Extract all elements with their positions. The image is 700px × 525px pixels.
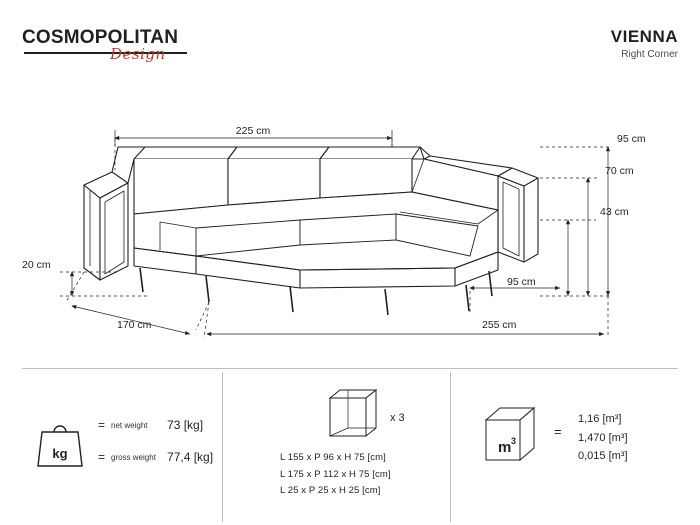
net-weight-label: net weight bbox=[111, 420, 148, 430]
model-variant: Right Corner bbox=[621, 48, 678, 60]
model-name: VIENNA bbox=[610, 27, 678, 46]
dim-label-170: 170 cm bbox=[117, 319, 152, 331]
carton-box-icon bbox=[322, 384, 384, 447]
equals-sign: = bbox=[98, 418, 106, 432]
dim-label-95-height: 95 cm bbox=[617, 133, 646, 145]
svg-text:3: 3 bbox=[511, 436, 517, 446]
dim-label-255: 255 cm bbox=[482, 319, 517, 331]
cubic-meter-icon bbox=[476, 396, 544, 473]
package-line-1: L 155 x P 96 x H 75 [cm] bbox=[280, 452, 386, 463]
brand-name: COSMOPOLITAN bbox=[22, 27, 179, 48]
volume-line-1: 1,16 [m³] bbox=[578, 413, 622, 425]
package-line-3: L 25 x P 25 x H 25 [cm] bbox=[280, 485, 381, 497]
panel-divider-2 bbox=[450, 372, 451, 522]
equals-sign: = bbox=[554, 424, 562, 439]
gross-weight-row bbox=[92, 450, 213, 464]
package-count: x 3 bbox=[390, 412, 405, 424]
dim-label-43: 43 cm bbox=[600, 206, 629, 218]
svg-text:m: m bbox=[498, 439, 512, 456]
dim-label-225: 225 cm bbox=[235, 125, 271, 137]
dimension-drawing bbox=[0, 90, 700, 360]
package-line-2: L 175 x P 112 x H 75 [cm] bbox=[280, 468, 391, 480]
brand-logo bbox=[22, 27, 252, 63]
dim-label-70: 70 cm bbox=[605, 165, 634, 177]
volume-line-2: 1,470 [m³] bbox=[578, 431, 628, 444]
weights-panel bbox=[22, 368, 222, 525]
dim-label-95-depth: 95 cm bbox=[507, 276, 536, 288]
weight-kg-icon bbox=[36, 416, 84, 473]
volume-line-3: 0,015 [m³] bbox=[578, 450, 628, 463]
equals-sign: = bbox=[98, 450, 106, 464]
model-title-block bbox=[611, 28, 678, 60]
net-weight-row bbox=[92, 418, 203, 432]
net-weight-value: 73 [kg] bbox=[167, 418, 204, 432]
gross-weight-label: gross weight bbox=[111, 452, 156, 462]
dim-label-20: 20 cm bbox=[22, 259, 51, 271]
svg-text:kg: kg bbox=[52, 446, 68, 461]
packages-panel bbox=[238, 368, 438, 525]
gross-weight-value: 77,4 [kg] bbox=[167, 450, 214, 464]
volumes-panel bbox=[466, 368, 686, 525]
panel-divider-1 bbox=[222, 372, 223, 522]
brand-script: Design bbox=[110, 45, 166, 63]
